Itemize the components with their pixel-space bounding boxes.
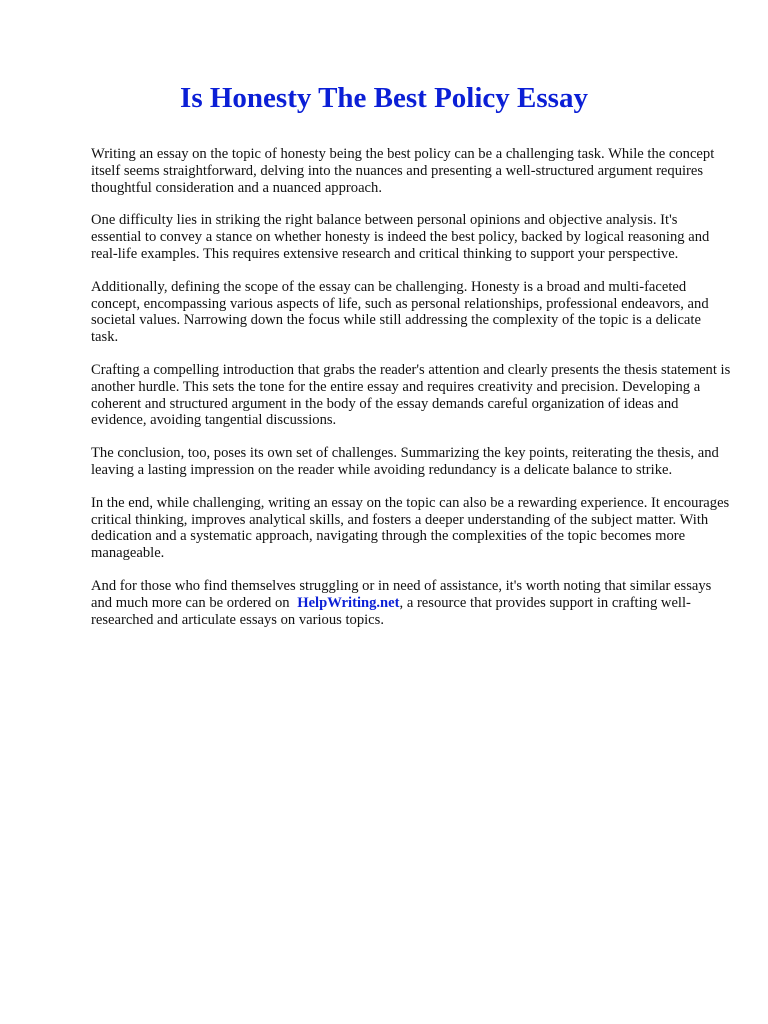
page-title: Is Honesty The Best Policy Essay	[180, 82, 588, 114]
paragraph-5: The conclusion, too, poses its own set of challenges. Summarizing the key points, reiterating the thesis, and leaving a lasting impression on the reader while avoiding redundancy is a delicate balance to strike.	[91, 445, 719, 478]
helpwriting-link[interactable]: HelpWriting.net	[297, 594, 400, 611]
paragraph-7	[91, 578, 731, 628]
paragraph-7-before-link: And for those who find themselves struggling or in need of assistance, it's worth noting that similar essays and much more can be ordered on	[91, 577, 712, 611]
paragraph-4: Crafting a compelling introduction that grabs the reader's attention and clearly presents the thesis statement is another hurdle. This sets the tone for the entire essay and requires creativity and precision. Developing a coherent and structured argument in the body of the essay demands careful organization of ideas and evidence, avoiding tangential discussions.	[91, 361, 731, 429]
paragraph-6: In the end, while challenging, writing an essay on the topic can also be a rewarding experience. It encourages critical thinking, improves analytical skills, and fosters a deeper understanding of the subject matter. With dedication and a systematic approach, navigating through the complexities of the topic becomes more manageable.	[91, 494, 730, 562]
essay-body	[91, 146, 731, 644]
paragraph-2: One difficulty lies in striking the right balance between personal opinions and objective analysis. It's essential to convey a stance on whether honesty is indeed the best policy, backed by logical reasoning and real-life examples. This requires extensive research and critical thinking to support your perspective.	[91, 212, 710, 262]
paragraph-7-after-link: , a resource that provides support in crafting well-researched and articulate essays on various topics.	[91, 594, 691, 628]
paragraph-3: Additionally, defining the scope of the essay can be challenging. Honesty is a broad and multi-faceted concept, encompassing various aspects of life, such as personal relationships, professional endeavors, and societal values. Narrowing down the focus while still addressing the complexity of the topic is a delicate task.	[91, 278, 709, 346]
paragraph-1: Writing an essay on the topic of honesty being the best policy can be a challenging task. While the concept itself seems straightforward, delving into the nuances and presenting a well-structured argument requires thoughtful consideration and a nuanced approach.	[91, 146, 715, 196]
